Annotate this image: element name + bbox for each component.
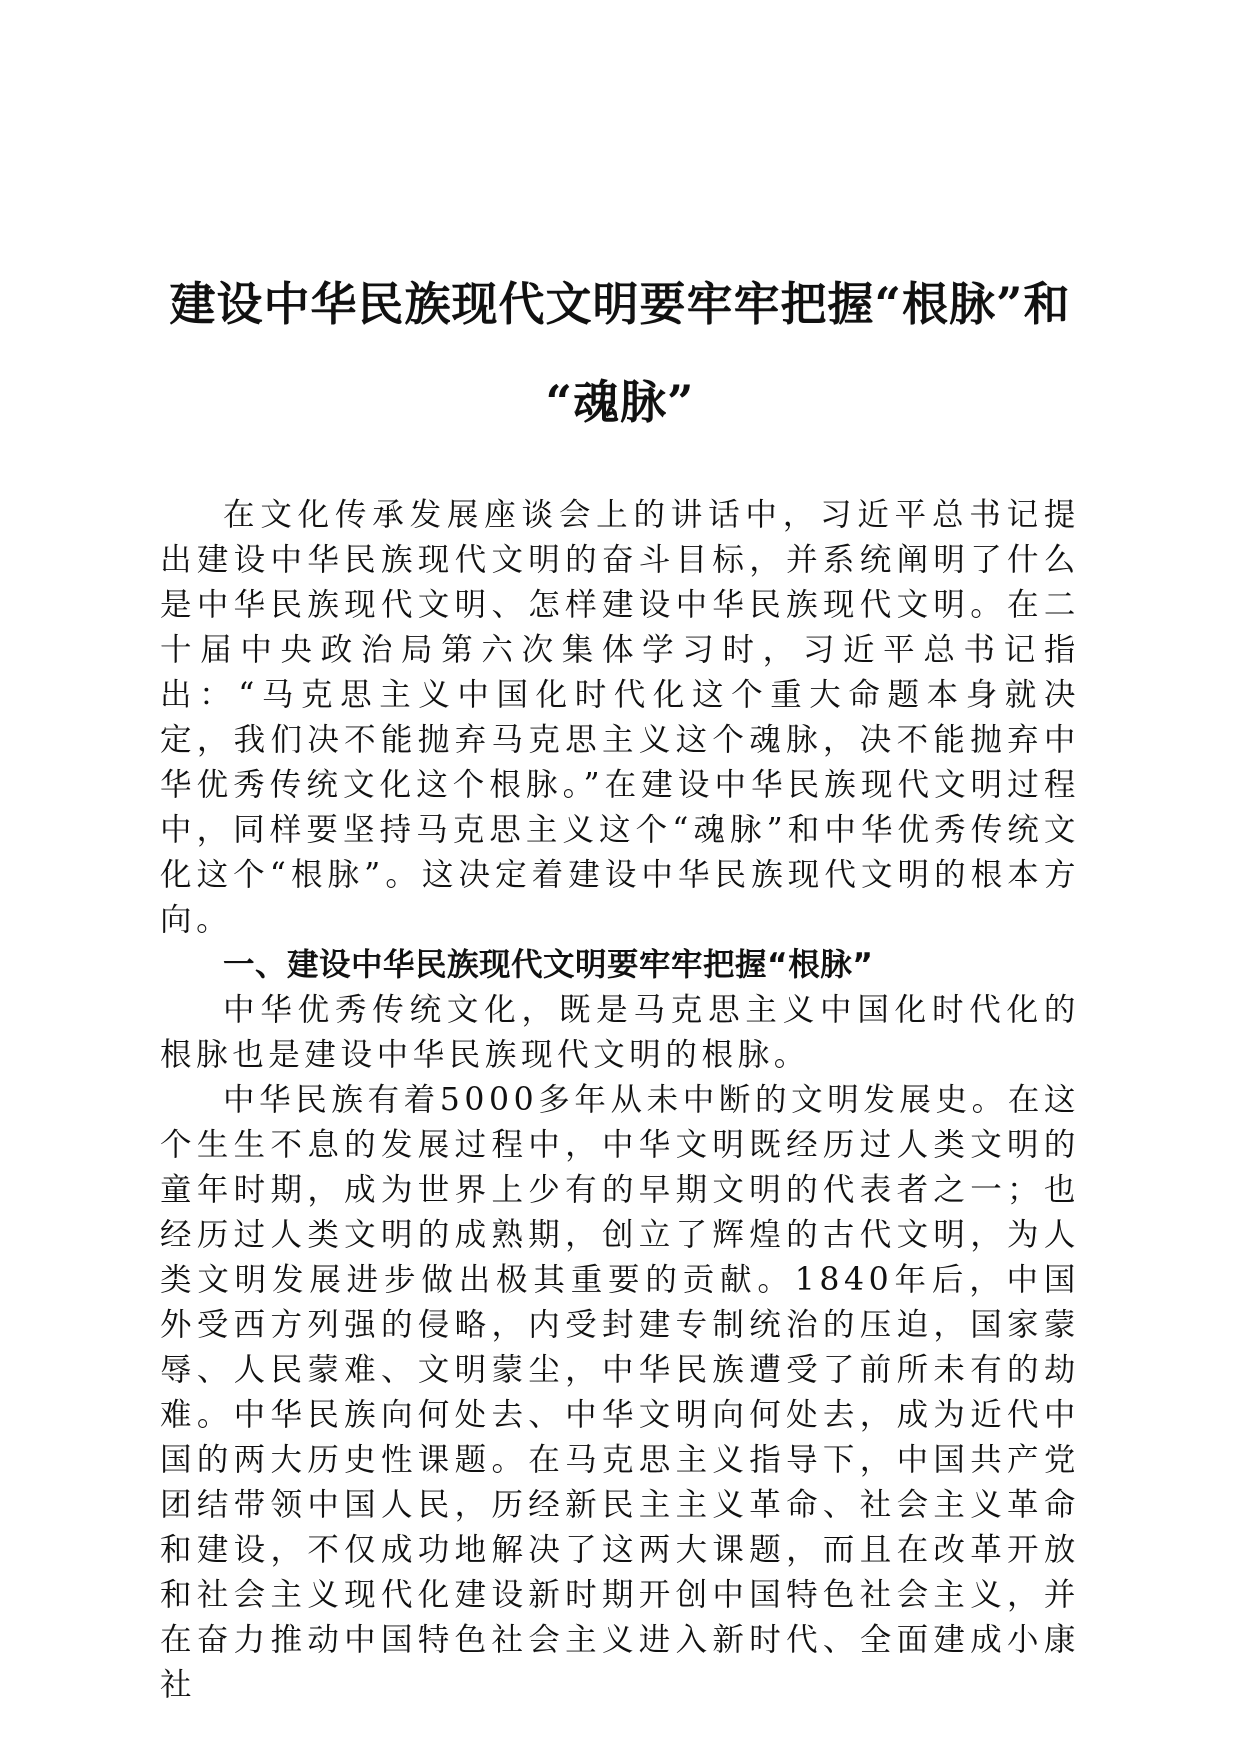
paragraph-root: 中华优秀传统文化，既是马克思主义中国化时代化的根脉也是建设中华民族现代文明的根脉。 [160, 992, 1080, 1073]
title-line-2: “魂脉” [545, 375, 695, 429]
document-page [160, 255, 1080, 1708]
section-heading-1: 一、建设中华民族现代文明要牢牢把握“根脉” [223, 947, 874, 983]
document-body [160, 493, 1080, 1708]
title-line-1: 建设中华民族现代文明要牢牢把握“根脉”和 [169, 277, 1071, 331]
paragraph-history: 中华民族有着5000多年从未中断的文明发展史。在这个生生不息的发展过程中，中华文明既经历过人类文明的童年时期，成为世界上少有的早期文明的代表者之一；也经历过人类文明的成熟期，创立了辉煌的古代文明，为人类文明发展进步做出极其重要的贡献。1840年后，中国外受西方列强的侵略，内受封建专制统治的压迫，国家蒙辱、人民蒙难、文明蒙尘，中华民族遭受了前所未有的劫难。中华民族向何处去、中华文明向何处去，成为近代中国的两大历史性课题。在马克思主义指导下，中国共产党团结带领中国人民，历经新民主主义革命、社会主义革命和建设，不仅成功地解决了这两大课题，而且在改革开放和社会主义现代化建设新时期开创中国特色社会主义，并在奋力推动中国特色社会主义进入新时代、全面建成小康社 [160, 1082, 1080, 1703]
document-title [160, 255, 1080, 451]
paragraph-intro: 在文化传承发展座谈会上的讲话中，习近平总书记提出建设中华民族现代文明的奋斗目标，并系统阐明了什么是中华民族现代文明、怎样建设中华民族现代文明。在二十届中央政治局第六次集体学习时，习近平总书记指出：“马克思主义中国化时代化这个重大命题本身就决定，我们决不能抛弃马克思主义这个魂脉，决不能抛弃中华优秀传统文化这个根脉。”在建设中华民族现代文明过程中，同样要坚持马克思主义这个“魂脉”和中华优秀传统文化这个“根脉”。这决定着建设中华民族现代文明的根本方向。 [160, 497, 1080, 938]
